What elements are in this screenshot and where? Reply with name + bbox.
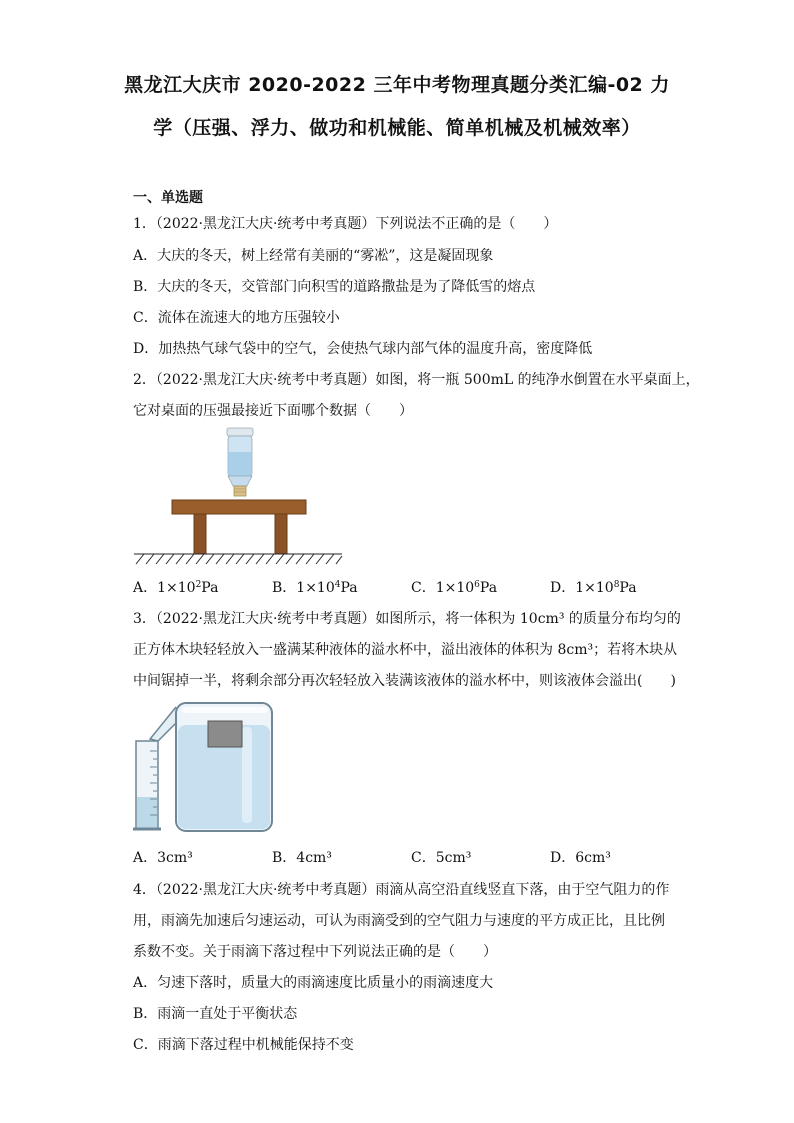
document-title-line-2: 学（压强、浮力、做功和机械能、简单机械及机械效率） (153, 117, 641, 139)
question-1-option-b: B．大庆的冬天，交管部门向积雪的道路撒盐是为了降低雪的熔点 (133, 279, 536, 295)
question-4-stem-line-1: 4．（2022·黑龙江大庆·统考中考真题）雨滴从高空沿直线竖直下落，由于空气阻力的作 (133, 882, 670, 898)
question-4-stem-line-2: 用，雨滴先加速后匀速运动，可认为雨滴受到的空气阻力与速度的平方成正比，且比例 (133, 913, 665, 929)
question-1-stem: 1．（2022·黑龙江大庆·统考中考真题）下列说法不正确的是（ ） (133, 216, 558, 232)
question-3-stem-line-3: 中间锯掉一半，将剩余部分再次轻轻放入装满该液体的溢水杯中，则该液体会溢出( ) (133, 673, 676, 689)
question-4-option-c: C．雨滴下落过程中机械能保持不变 (133, 1037, 354, 1053)
inverted-bottle (227, 428, 253, 496)
question-3-option-c: C．5cm³ (411, 850, 472, 866)
document-title-line-1: 黑龙江大庆市 2020-2022 三年中考物理真题分类汇编-02 力 (124, 74, 670, 96)
wooden-block (208, 721, 242, 747)
question-4-stem-line-3: 系数不变。关于雨滴下落过程中下列说法正确的是（ ） (133, 944, 497, 960)
question-3-option-b: B．4cm³ (272, 850, 332, 866)
question-2-stem-line-2: 它对桌面的压强最接近下面哪个数据（ ） (133, 403, 413, 419)
question-3-stem-line-1: 3．（2022·黑龙江大庆·统考中考真题）如图所示，将一体积为 10cm³ 的质量分布均匀的 (133, 611, 681, 627)
question-3-option-a: A．3cm³ (133, 850, 193, 866)
ground-hatching (134, 554, 342, 564)
question-2-option-c: C．$1\times 10^6Pa$ (411, 580, 498, 596)
bottle-on-table-figure (132, 424, 347, 569)
overflow-cup-figure (132, 697, 280, 837)
question-1-option-d: D．加热热气球气袋中的空气，会使热气球内部气体的温度升高，密度降低 (133, 341, 593, 357)
wooden-table (172, 500, 306, 554)
question-3-option-d: D．6cm³ (550, 850, 611, 866)
question-2-stem-line-1: 2．（2022·黑龙江大庆·统考中考真题）如图，将一瓶 500mL 的纯净水倒置在水平桌面上， (133, 372, 700, 388)
question-3-stem-line-2: 正方体木块轻轻放入一盛满某种液体的溢水杯中，溢出液体的体积为 8cm³；若将木块从 (133, 642, 678, 658)
question-1-option-a: A．大庆的冬天，树上经常有美丽的“雾凇”，这是凝固现象 (133, 248, 494, 264)
question-2-option-b: B．$1\times 10^4Pa$ (272, 580, 358, 596)
question-4-option-b: B．雨滴一直处于平衡状态 (133, 1006, 298, 1022)
section-heading: 一、单选题 (133, 190, 203, 206)
question-2-option-d: D．$1\times 10^8Pa$ (550, 580, 637, 596)
question-4-option-a: A．匀速下落时，质量大的雨滴速度比质量小的雨滴速度大 (133, 975, 494, 991)
question-1-option-c: C．流体在流速大的地方压强较小 (133, 310, 340, 326)
question-2-option-a: A．$1\times 10^2Pa$ (133, 580, 219, 596)
graduated-cylinder (133, 741, 161, 829)
